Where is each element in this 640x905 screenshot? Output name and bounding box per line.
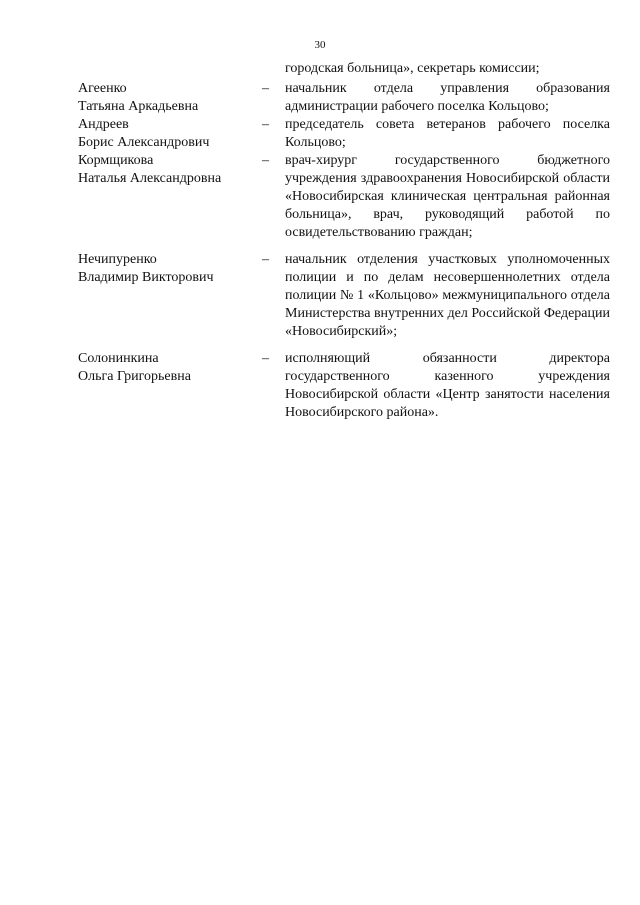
member-given-names: Наталья Александровна — [78, 171, 222, 186]
member-given-names: Татьяна Аркадьевна — [78, 99, 199, 114]
member-name — [78, 116, 262, 152]
member-role: начальник отделения участковых уполномоченных полиции и по делам несовершеннолетних отдела полиции № 1 «Кольцово» межмуниципального отдела Министерства внутренних дел Российской Федерации «Новосибирский»; — [285, 252, 610, 339]
member-row — [78, 80, 610, 116]
member-given-names: Борис Александрович — [78, 135, 210, 150]
member-surname: Кормщикова — [78, 153, 154, 168]
member-role: председатель совета ветеранов рабочего поселка Кольцово; — [285, 117, 610, 150]
dash-separator: – — [262, 117, 269, 132]
member-surname: Нечипуренко — [78, 252, 157, 267]
dash-separator: – — [262, 351, 269, 366]
dash-separator: – — [262, 153, 269, 168]
member-given-names: Ольга Григорьевна — [78, 369, 191, 384]
member-name — [78, 80, 262, 116]
member-name — [78, 251, 262, 287]
continuation-text: городская больница», секретарь комиссии; — [285, 61, 540, 76]
member-role: врач-хирург государственного бюджетного учреждения здравоохранения Новосибирской области «Новосибирская клиническая центральная районная больница», врач, руководящий работой по освидетельствованию граждан; — [285, 153, 610, 240]
member-given-names: Владимир Викторович — [78, 270, 214, 285]
member-name — [78, 152, 262, 188]
member-row — [78, 116, 610, 152]
member-role: исполняющий обязанности директора государственного казенного учреждения Новосибирской области «Центр занятости населения Новосибирского района». — [285, 351, 610, 420]
member-role: начальник отдела управления образования администрации рабочего поселка Кольцово; — [285, 81, 610, 114]
dash-separator: – — [262, 252, 269, 267]
dash-separator: – — [262, 81, 269, 96]
member-surname: Солонинкина — [78, 351, 159, 366]
member-row — [78, 350, 610, 422]
commission-member-list — [78, 80, 610, 422]
member-surname: Андреев — [78, 117, 129, 132]
member-row — [78, 251, 610, 341]
page-number: 30 — [314, 39, 326, 51]
member-surname: Агеенко — [78, 81, 127, 96]
member-name — [78, 350, 262, 386]
member-row — [78, 152, 610, 242]
